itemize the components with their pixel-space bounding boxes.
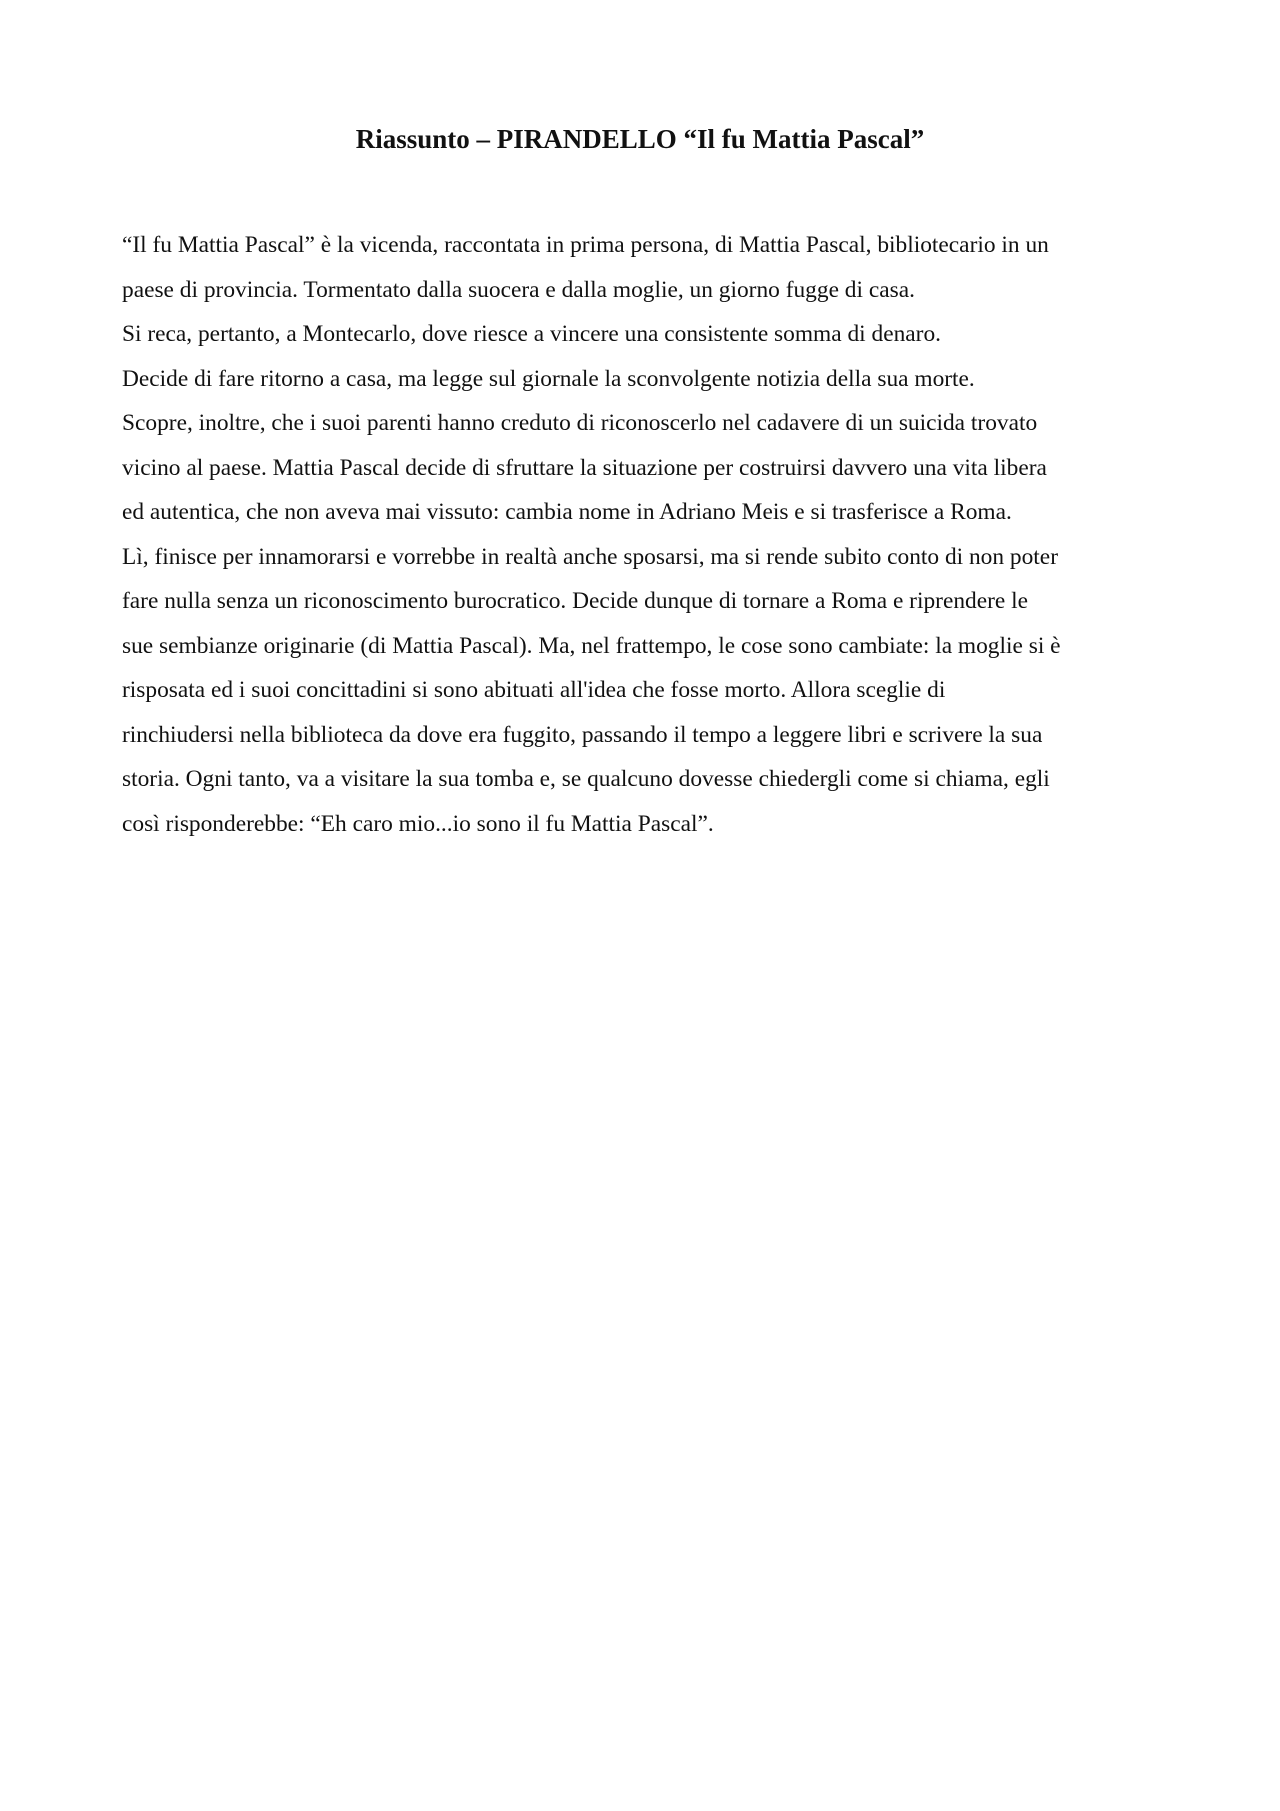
text-line: fare nulla senza un riconoscimento burocratico. Decide dunque di tornare a Roma e riprendere le (122, 588, 1028, 614)
text-line: risposata ed i suoi concittadini si sono abituati all'idea che fosse morto. Allora sceglie di (122, 677, 946, 703)
text-line: vicino al paese. Mattia Pascal decide di sfruttare la situazione per costruirsi davvero una vita libera (122, 454, 1047, 481)
text-line: Lì, finisce per innamorarsi e vorrebbe in realtà anche sposarsi, ma si rende subito conto di non poter (122, 543, 1058, 570)
text-line: Si reca, pertanto, a Montecarlo, dove riesce a vincere una consistente somma di denaro. (122, 321, 942, 347)
text-line: Decide di fare ritorno a casa, ma legge sul giornale la sconvolgente notizia della sua morte. (122, 365, 975, 392)
text-line: ed autentica, che non aveva mai vissuto: cambia nome in Adriano Meis e si trasferisce a Roma. (122, 499, 1012, 525)
text-line: storia. Ogni tanto, va a visitare la sua tomba e, se qualcuno dovesse chiedergli come si chiama, egli (122, 766, 1050, 792)
text-line: così risponderebbe: “Eh caro mio...io sono il fu Mattia Pascal”. (122, 810, 714, 837)
document-title: Riassunto – PIRANDELLO “Il fu Mattia Pascal” (355, 124, 925, 154)
text-line: Scopre, inoltre, che i suoi parenti hanno creduto di riconoscerlo nel cadavere di un suicida trovato (122, 410, 1038, 436)
text-line: “Il fu Mattia Pascal” è la vicenda, raccontata in prima persona, di Mattia Pascal, bibliotecario in un (122, 232, 1049, 258)
text-line: sue sembianze originarie (di Mattia Pascal). Ma, nel frattempo, le cose sono cambiate: la moglie si è (122, 632, 1061, 659)
text-line: paese di provincia. Tormentato dalla suocera e dalla moglie, un giorno fugge di casa. (122, 276, 915, 303)
summary-paragraph (122, 223, 1182, 846)
text-line: rinchiudersi nella biblioteca da dove era fuggito, passando il tempo a leggere libri e scrivere la sua (122, 721, 1043, 748)
